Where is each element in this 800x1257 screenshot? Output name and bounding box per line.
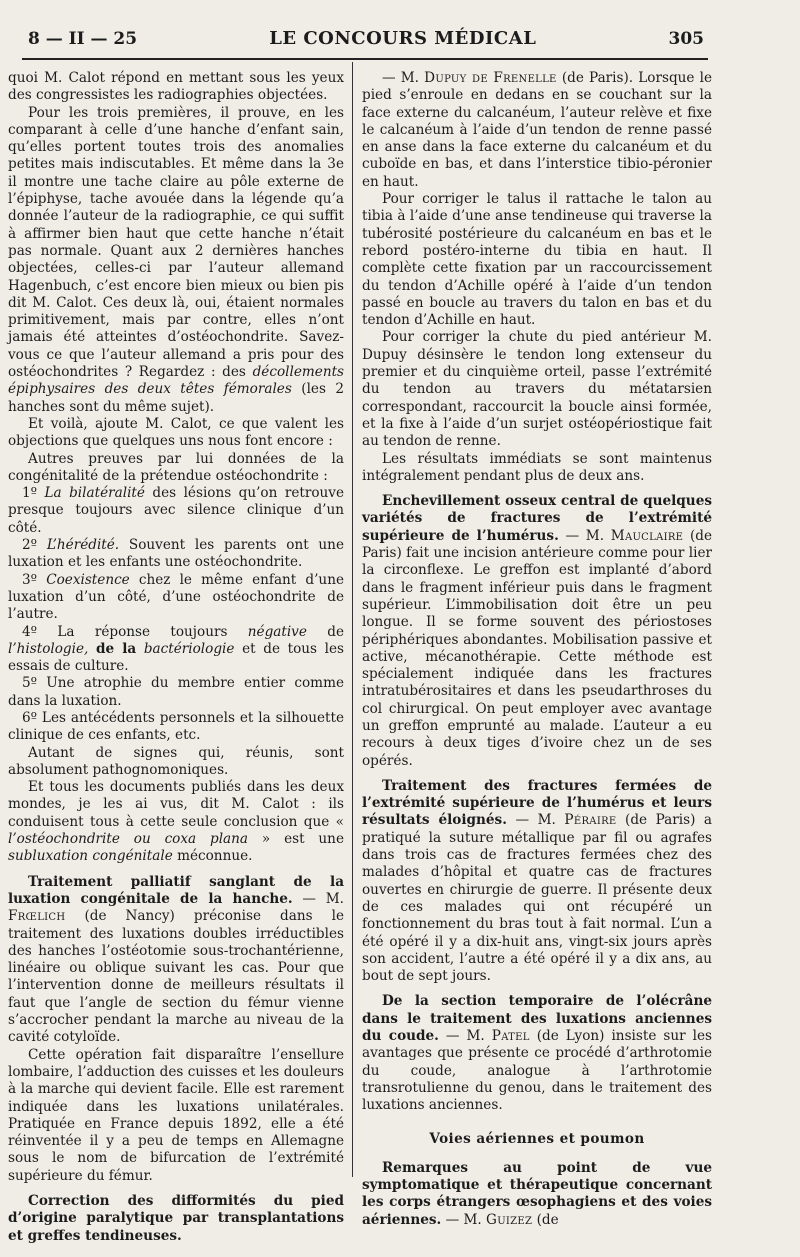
section-guizez: Remarques au point de vue symptomatique et thérapeutique concernant les corps étrangers œsophagiens et des voies aériennes. — M. Guizez (de (362, 1159, 712, 1228)
section-title: Remarques au point de vue symptomatique et thérapeutique concernant les corps étrangers œsophagiens et des voies aériennes. (362, 1159, 712, 1228)
page-number: 305 (668, 29, 704, 49)
section-title: Enchevillement osseux central de quelques variétés de fractures de l’extrémité supérieure de l’humérus. (362, 493, 712, 544)
list-item: 6º Les antécédents personnels et la silhouette clinique de ces enfants, etc. (8, 709, 344, 744)
paragraph: — M. Dupuy de Frenelle (de Paris). Lorsque le pied s’enroule en dedans en se couchant sur la face externe du calcanéum, l’auteur relève et fixe le calcanéum à l’aide d’un tendon de renne passé en anse dans la face externe du calcanéum et du cuboïde en bas, et dans l’interstice tibio-péronier en haut. (362, 70, 712, 190)
list-item: 1º La bilatéralité des lésions qu’on retrouve presque toujours avec silence clinique d’un côté. (8, 485, 344, 536)
paragraph: Et voilà, ajoute M. Calot, ce que valent les objections que quelques uns nous font encore : (8, 415, 344, 450)
paragraph: quoi M. Calot répond en mettant sous les yeux des congressistes les radiographies objectées. (8, 70, 344, 104)
header-rule (22, 58, 708, 60)
paragraph: Pour corriger la chute du pied antérieur M. Dupuy désinsère le tendon long extenseur du premier et du cinquième orteil, passe l’extrémité du tendon au travers du métatarsien correspondant, raccourcit la boucle ainsi formée, et la fixe à l’aide d’un surjet ostéopériostique fait au tendon de renne. (362, 329, 712, 450)
list-item: 2º L’hérédité. Souvent les parents ont une luxation et les enfants une ostéochondrite. (8, 537, 344, 571)
author-name: Frœlich (8, 908, 66, 925)
section-peraire: Traitement des fractures fermées de l’extrémité supérieure de l’humérus et leurs résultats éloignés. — M. Péraire (de Paris) a pratiqué la suture métallique par fil ou agrafes dans trois cas de fractures fermées chez des malades d’hôpital et quatre cas de fractures ouvertes en chirurgie de guerre. Il présente deux de ces malades qui ont récupéré un fonctionnement du bras tout à fait normal. L’un a été opéré il y a dix-huit ans, vingt-six jours après son accident, l’autre a été opéré il y a dix ans, au bout de sept jours. (362, 777, 713, 985)
list-item: 5º Une atrophie du membre entier comme dans la luxation. (8, 675, 344, 709)
paragraph: Autant de signes qui, réunis, sont absolument pathognomoniques. (8, 744, 344, 778)
list-item: 4º La réponse toujours négative de l’histologie, de la bactériologie et de tous les essais de culture. (8, 623, 345, 675)
section-title: De la section temporaire de l’olécrâne dans le traitement des luxations anciennes du coude. (362, 993, 712, 1045)
paragraph: Cette opération fait disparaître l’ensellure lombaire, l’adduction des cuisses et les douleurs à la marche qui devient facile. Elle est rarement indiquée dans les luxations unilatérales. Pratiquée en France depuis 1892, elle a été réinventée il y a peu de temps en Allemagne sous le nom de bifurcation de l’extrémité supérieure du fémur. (8, 1046, 344, 1184)
issue-number: 8 — II — 25 (28, 29, 138, 49)
section-mauclaire: Enchevillement osseux central de quelques variétés de fractures de l’extrémité supérieure de l’humérus. — M. Mauclaire (de Paris) fait une incision antérieure comme pour lier la circonflexe. Le greffon est implanté d’abord dans le fragment inférieur puis dans le fragment supérieur. L’immobilisation doit être un peu longue. Il se forme souvent des périostoses périphériques abondantes. Mobilisation passive et active, mécanothérapie. Cette méthode est spécialement indiquée dans les fractures intratubérositaires et dans les pseudarthroses du col chirurgical. On peut employer avec avantage un greffon emprunté au malade. L’auteur a eu recours à deux tiges d’ivoire chez un de ses opérés. (362, 493, 713, 769)
running-header (28, 28, 704, 54)
paragraph: Et tous les documents publiés dans les deux mondes, je les ai vus, dit M. Calot : ils conduisent tous à cette seule conclusion que « l’ostéochondrite ou coxa plana » est une subluxation congénitale méconnue. (8, 779, 344, 865)
column-divider (352, 62, 353, 1177)
author-name: Guizez (486, 1211, 533, 1228)
subject-heading: Voies aériennes et poumon (429, 1130, 645, 1147)
section-frolich: Traitement palliatif sanglant de la luxation congénitale de la hanche. — M. Frœlich (de Nancy) préconise dans le traitement des luxations doubles irréductibles des hanches l’ostéotomie sous-trochantérienne, linéaire ou oblique suivant les cas. Pour que l’intervention donne de meilleurs résultats il faut que l’angle de section du fémur vienne s’accrocher pendant la marche au niveau de la cavité cotyloïde. (8, 873, 345, 1046)
journal-title: LE CONCOURS MÉDICAL (269, 28, 537, 49)
left-column (8, 70, 345, 1244)
paragraph: Pour les trois premières, il prouve, en les comparant à celle d’une hanche d’enfant sain, qu’elles portent toutes trois des anomalies petites mais indiscutables. Et même dans la 3e il montre une tache claire au pôle externe de l’épiphyse, tache avouée dans la légende qu’a donnée l’auteur de la radiographie, ce qui suffit à affirmer bien haut que cette hanche n’était pas normale. Quant aux 2 dernières hanches objectées, celles-ci par l’auteur allemand Hagenbuch, c’est encore bien mieux ou bien pis dit M. Calot. Ces deux là, oui, étaient normales primitivement, mais par contre, elles n’ont jamais été atteintes d’ostéochondrite. Savez-vous ce que l’auteur allemand a pris pour des ostéochondrites ? Regardez : des décollements épiphysaires des deux têtes fémorales (les 2 hanches sont du même sujet). (8, 104, 345, 415)
right-column (362, 70, 713, 1228)
paragraph: Les résultats immédiats se sont maintenus intégralement pendant plus de deux ans. (362, 450, 712, 484)
section-title: Correction des difformités du pied d’origine paralytique par transplantations et greffes tendineuses. (8, 1193, 344, 1244)
author-name: Patel (491, 1028, 530, 1045)
author-name: Mauclaire (610, 527, 684, 544)
author-name: Péraire (564, 812, 617, 829)
list-item: 3º Coexistence chez le même enfant d’une luxation d’un côté, d’une ostéochondrite de l’autre. (8, 571, 344, 623)
section-title: Traitement des fractures fermées de l’extrémité supérieure de l’humérus et leurs résultats éloignés. (362, 777, 712, 829)
paragraph: Autres preuves par lui données de la congénitalité de la prétendue ostéochondrite : (8, 450, 344, 484)
section-patel: De la section temporaire de l’olécrâne dans le traitement des luxations anciennes du coude. — M. Patel (de Lyon) insiste sur les avantages que présente ce procédé d’arthrotomie du coude, analogue à l’arthrotomie transrotulienne du genou, dans le traitement des luxations anciennes. (362, 993, 712, 1114)
paragraph: Pour corriger le talus il rattache le talon au tibia à l’aide d’une anse tendineuse qui traverse la tubérosité postérieure du calcanéum en bas et le rebord postéro-interne du tibia en haut. Il complète cette fixation par un raccourcissement du tendon d’Achille opéré à l’aide d’un tendon passé en boucle au travers du talon en bas et du tendon d’Achille en haut. (362, 191, 712, 329)
author-name: Dupuy de Frenelle (424, 70, 557, 86)
section-title: Traitement palliatif sanglant de la luxation congénitale de la hanche. (8, 873, 344, 907)
